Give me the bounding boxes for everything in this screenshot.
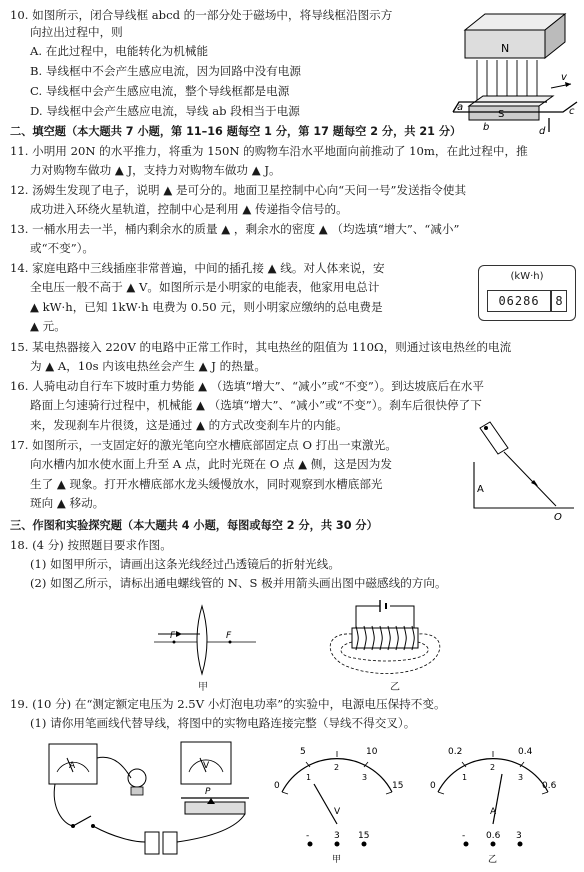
battery-circuit: [356, 600, 414, 628]
label-n: N: [501, 42, 510, 55]
voltmeter-unit: V: [334, 807, 341, 817]
q11-line2: 力对购物车做功 ▲ J，支持力对购物车做功 ▲ J。: [30, 163, 281, 177]
q19-part1: (1) 请你用笔画线代替导线，将图中的实物电路连接完整（导线不得交叉）。: [30, 716, 416, 730]
q15-line1: 15. 某电热器接入 220V 的电路中正常工作时，其电热丝的阻值为 110Ω，则通过该电热丝的电流: [10, 340, 512, 354]
a-inner-3: 3: [518, 773, 524, 782]
q10-magnet-figure: [443, 10, 579, 136]
v-inner-3: 3: [362, 773, 368, 782]
caption-jia-voltmeter: 甲: [332, 855, 342, 865]
meter-last-digit: 8: [551, 290, 567, 312]
a-terminal-neg: -: [462, 831, 466, 841]
caption-yi-ammeter: 乙: [488, 855, 498, 865]
q18-stem: 18. (4 分) 按照题目要求作图。: [10, 538, 172, 552]
q17-laser-tank-figure: [468, 420, 578, 522]
q19-circuit-figure: [45, 738, 265, 858]
label-voltmeter: V: [203, 761, 210, 771]
ammeter-unit: A: [490, 807, 497, 817]
meter-unit: (kW·h): [510, 271, 544, 282]
q10-option-d: D. 导线框中会产生感应电流，导线 ab 段相当于电源: [30, 104, 300, 118]
q10-stem-line1: 10. 如图所示，闭合导线框 abcd 的一部分处于磁场中，将导线框沿图示方: [10, 8, 393, 22]
v-inner-1: 1: [306, 773, 312, 782]
battery-pack: [145, 832, 177, 854]
q18-lens-figure: [150, 600, 260, 680]
label-b: b: [483, 122, 490, 133]
label-f-left: F: [170, 631, 176, 641]
a-tick-02: 0.2: [448, 747, 463, 757]
v-inner-2: 2: [334, 763, 340, 772]
q15-line2: 为 ▲ A，10s 内该电热丝会产生 ▲ J 的热量。: [30, 359, 266, 373]
q10-option-c: C. 导线框中会产生感应电流，整个导线框都是电源: [30, 84, 290, 98]
q10-option-b: B. 导线框中不会产生感应电流，因为回路中没有电源: [30, 64, 301, 78]
q18-part2: (2) 如图乙所示，请标出通电螺线管的 N、S 极并用箭头画出图中磁感线的方向。: [30, 576, 447, 590]
magnet-n-pole: [465, 14, 565, 58]
v-tick-0: 0: [274, 781, 280, 791]
q10-option-a: A. 在此过程中，电能转化为机械能: [30, 44, 209, 58]
label-v: v: [561, 72, 567, 83]
solenoid-core: [352, 628, 418, 648]
q16-line2: 路面上匀速骑行过程中，机械能 ▲ （选填“增大”、“减小”或“不变”）。刹车后很快停了下: [30, 398, 482, 412]
q13-line2: 或“不变”）。: [30, 241, 95, 255]
light-bulb: [128, 769, 146, 795]
v-terminal-neg: -: [306, 831, 310, 841]
q11-line1: 11. 小明用 20N 的水平推力，将重为 150N 的购物车沿水平地面向前推动了 10m，在此过程中，推: [10, 144, 528, 158]
q10-stem-line2: 向拉出过程中，则: [30, 25, 123, 39]
voltmeter-terminals: [308, 842, 367, 847]
v-tick-5: 5: [300, 747, 306, 757]
label-slider-p: P: [205, 787, 211, 797]
meter-digits: 06286: [487, 290, 551, 312]
q17-line3: 生了 ▲ 现象。打开水槽底部水龙头缓慢放水，同时观察到水槽底部光: [30, 477, 383, 491]
v-terminal-3: 3: [334, 831, 340, 841]
magnet-s-pole: [469, 96, 553, 120]
q12-line1: 12. 汤姆生发现了电子，说明 ▲ 是可分的。地面卫星控制中心向“天问一号”发送指令使其: [10, 183, 467, 197]
q16-line3: 来，发现刹车片很烫，这是通过 ▲ 的方式改变刹车片的内能。: [30, 418, 348, 432]
ammeter-terminals: [464, 842, 523, 847]
a-inner-2: 2: [490, 763, 496, 772]
energy-meter: [478, 265, 576, 321]
q17-line4: 斑向 ▲ 移动。: [30, 496, 105, 510]
ray-arrow: [176, 631, 182, 637]
q17-line2: 向水槽内加水使水面上升至 A 点，此时光斑在 O 点 ▲ 侧，这是因为发: [30, 457, 392, 471]
voltmeter-device: [181, 742, 231, 784]
a-terminal-06: 0.6: [486, 831, 501, 841]
q17-line1: 17. 如图所示，一支固定好的激光笔向空水槽底部固定点 O 打出一束激光。: [10, 438, 397, 452]
laser-beam: [504, 452, 556, 506]
voltmeter-dial-figure: [262, 736, 412, 866]
a-tick-04: 0.4: [518, 747, 533, 757]
q14-line2: 全电压一般不高于 ▲ V。如图所示是小明家的电能表，他家用电总计: [30, 280, 380, 294]
label-a-point: A: [477, 484, 484, 495]
q13-line1: 13. 一桶水用去一半，桶内剩余水的质量 ▲ ，剩余水的密度 ▲ （均选填“增大”、“减小”: [10, 222, 460, 236]
caption-yi-solenoid: 乙: [390, 682, 400, 693]
v-terminal-15: 15: [358, 831, 370, 841]
a-tick-0: 0: [430, 781, 436, 791]
rheostat: [181, 787, 249, 814]
velocity-arrow: [551, 72, 571, 88]
v-tick-10: 10: [366, 747, 378, 757]
v-tick-15: 15: [392, 781, 404, 791]
ammeter-dial-figure: [418, 736, 568, 866]
label-d: d: [539, 126, 546, 136]
q18-part1: (1) 如图甲所示，请画出这条光线经过凸透镜后的折射光线。: [30, 557, 340, 571]
laser-pen: [480, 422, 508, 454]
q12-line2: 成功进入环绕火星轨道，控制中心是利用 ▲ 传递指令信号的。: [30, 202, 348, 216]
label-f-right: F: [226, 631, 232, 641]
q18-solenoid-figure: [320, 596, 452, 686]
convex-lens: [197, 606, 207, 674]
label-s: S: [498, 109, 505, 120]
label-a: a: [457, 102, 464, 113]
voltmeter-needle: [314, 784, 337, 824]
water-tank: [474, 462, 574, 508]
section2-heading: 二、填空题（本大题共 7 小题，第 11–16 题每空 1 分，第 17 题每空 2 分，共 21 分）: [10, 125, 462, 138]
label-o-point: O: [554, 512, 562, 522]
section3-heading: 三、作图和实验探究题（本大题共 4 小题，每图或每空 2 分，共 30 分）: [10, 519, 378, 532]
q14-line4: ▲ 元。: [30, 319, 66, 333]
switch: [71, 816, 95, 828]
q16-line1: 16. 人骑电动自行车下坡时重力势能 ▲ （选填“增大”、“减小”或“不变”）。到达坡底后在水平: [10, 379, 484, 393]
caption-jia-lens: 甲: [198, 682, 208, 693]
a-inner-1: 1: [462, 773, 468, 782]
label-ammeter: A: [69, 761, 76, 771]
q19-stem: 19. (10 分) 在“测定额定电压为 2.5V 小灯泡电功率”的实验中，电源电压保持不变。: [10, 697, 446, 711]
q14-line1: 14. 家庭电路中三线插座非常普遍，中间的插孔接 ▲ 线。对人体来说，安: [10, 261, 385, 275]
ammeter-device: [49, 744, 97, 784]
q14-line3: ▲ kW·h，已知 1kW·h 电费为 0.50 元，则小明家应缴纳的总电费是: [30, 300, 383, 314]
a-terminal-3: 3: [516, 831, 522, 841]
label-c: c: [569, 106, 575, 117]
a-tick-06: 0.6: [542, 781, 557, 791]
